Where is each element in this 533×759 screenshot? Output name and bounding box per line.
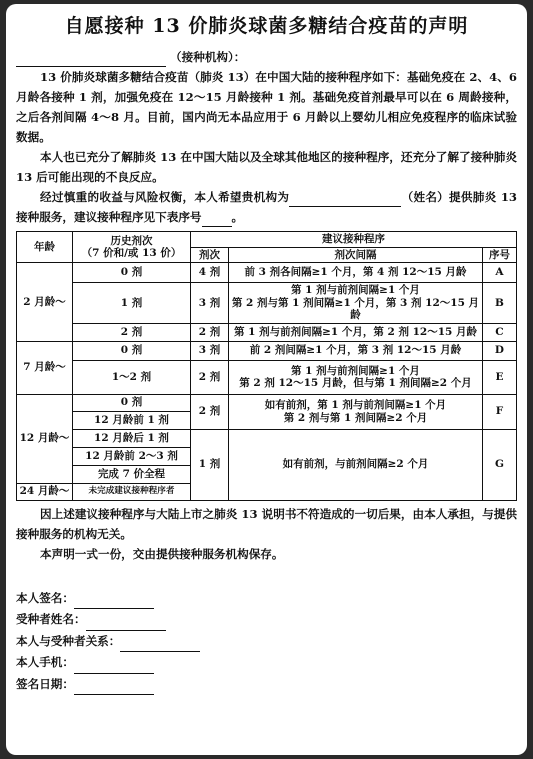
age-24m: 24 月龄～ [17, 483, 73, 500]
table-cell: 前 3 剂各间隔≥1 个月，第 4 剂 12～15 月龄 [229, 263, 483, 283]
table-cell: 完成 7 价全程 [73, 465, 191, 483]
table-cell: 第 1 剂与前剂间隔≥1 个月 第 2 剂 12～15 月龄，但与第 1 剂间隔≥2 个月 [229, 360, 483, 394]
request-text-a: 经过慎重的收益与风险权衡，本人希望贵机构为 [40, 190, 290, 204]
institution-label: （接种机构）： [170, 50, 246, 64]
table-cell: 2 剂 [191, 323, 229, 341]
institution-line [16, 47, 517, 67]
sig-relation-label: 本人与受种者关系： [16, 633, 121, 648]
document-title: 自愿接种 13 价肺炎球菌多糖结合疫苗的声明 [64, 15, 469, 37]
table-cell: G [482, 429, 516, 500]
age-2m: 2 月龄～ [17, 263, 73, 342]
table-cell: 第 1 剂与前剂间隔≥1 个月 第 2 剂与第 1 剂间隔≥1 个月，第 3 剂 12～15 月龄 [229, 283, 483, 324]
schedule-table [16, 231, 517, 501]
table-cell: 3 剂 [191, 283, 229, 324]
paragraph-request [16, 187, 517, 227]
age-12m: 12 月龄～ [17, 394, 73, 483]
sig-recipient-field[interactable] [86, 618, 166, 631]
table-cell: 第 1 剂与前剂间隔≥1 个月，第 2 剂 12～15 月龄 [229, 323, 483, 341]
table-cell: D [482, 341, 516, 360]
table-cell: 2 剂 [73, 323, 191, 341]
declaration-document [6, 4, 527, 755]
table-cell: 1～2 剂 [73, 360, 191, 394]
table-cell: 0 剂 [73, 341, 191, 360]
table-cell: 0 剂 [73, 263, 191, 283]
signature-section [16, 588, 517, 696]
header-doses: 剂次 [191, 247, 229, 263]
request-text-c: 。 [231, 210, 244, 224]
sig-recipient-label: 受种者姓名： [16, 612, 86, 626]
relation-line [16, 631, 517, 653]
recipient-line [16, 609, 517, 631]
header-age: 年龄 [17, 232, 73, 263]
table-cell: 未完成建议接种程序者 [73, 483, 191, 500]
recipient-name-blank[interactable] [289, 193, 401, 207]
date-line [16, 674, 517, 696]
request-text-b: （姓名）提供肺炎 13 接种服务，建议接种程序见下表序号 [16, 190, 517, 224]
sig-self-label: 本人签名： [16, 590, 74, 605]
table-cell: 2 剂 [191, 360, 229, 394]
sig-date-field[interactable] [74, 682, 154, 695]
age-7m: 7 月龄～ [17, 341, 73, 394]
sequence-number-blank[interactable] [202, 213, 232, 227]
table-cell: 前 2 剂间隔≥1 个月，第 3 剂 12～15 月龄 [229, 341, 483, 360]
table-cell: 12 月龄后 1 剂 [73, 429, 191, 447]
table-cell: 12 月龄前 1 剂 [73, 411, 191, 429]
table-cell: 1 剂 [191, 429, 229, 500]
header-seq: 序号 [482, 247, 516, 263]
paragraph-understanding: 本人也已充分了解肺炎 13 在中国大陆以及全球其他地区的接种程序，还充分了解了接种肺炎 13 后可能出现的不良反应。 [16, 150, 517, 184]
phone-line [16, 652, 517, 674]
institution-blank[interactable] [16, 53, 166, 67]
sig-self-field[interactable] [74, 596, 154, 609]
table-cell: C [482, 323, 516, 341]
header-interval: 剂次间隔 [229, 247, 483, 263]
paragraph-copy: 本声明一式一份，交由提供接种服务机构保存。 [40, 546, 284, 561]
table-cell: B [482, 283, 516, 324]
table-cell: 0 剂 [73, 394, 191, 411]
table-cell: F [482, 394, 516, 429]
sig-date-label: 签名日期： [16, 676, 74, 691]
table-cell: 4 剂 [191, 263, 229, 283]
table-cell: 3 剂 [191, 341, 229, 360]
table-cell: 如有前剂，与前剂间隔≥2 个月 [229, 429, 483, 500]
table-cell: A [482, 263, 516, 283]
header-recommend: 建议接种程序 [191, 232, 517, 248]
table-cell: E [482, 360, 516, 394]
sig-phone-label: 本人手机： [16, 655, 74, 669]
table-cell: 12 月龄前 2～3 剂 [73, 447, 191, 465]
table-cell: 2 剂 [191, 394, 229, 429]
table-cell: 1 剂 [73, 283, 191, 324]
sig-phone-field[interactable] [74, 661, 154, 674]
table-cell: 如有前剂，第 1 剂与前剂间隔≥1 个月 第 2 剂与第 1 剂间隔≥2 个月 [229, 394, 483, 429]
signature-line [16, 588, 517, 610]
paragraph-liability: 因上述建议接种程序与大陆上市之肺炎 13 说明书不符造成的一切后果，由本人承担，与提供接种服务的机构无关。 [16, 506, 517, 541]
paragraph-schedule: 13 价肺炎球菌多糖结合疫苗（肺炎 13）在中国大陆的接种程序如下：基础免疫在 2、4、6 月龄各接种 1 剂，加强免疫在 12～15 月龄接种 1 剂。基础免疫首剂最早可以在 6 周龄接种，之后各剂间隔 4～8 月。目前，国内尚无本品应用于 6 月龄以上婴幼儿相应免疫程序的临床试验数据。 [16, 70, 517, 144]
header-history: 历史剂次 （7 价和/或 13 价） [73, 232, 191, 263]
sig-relation-field[interactable] [120, 639, 200, 652]
